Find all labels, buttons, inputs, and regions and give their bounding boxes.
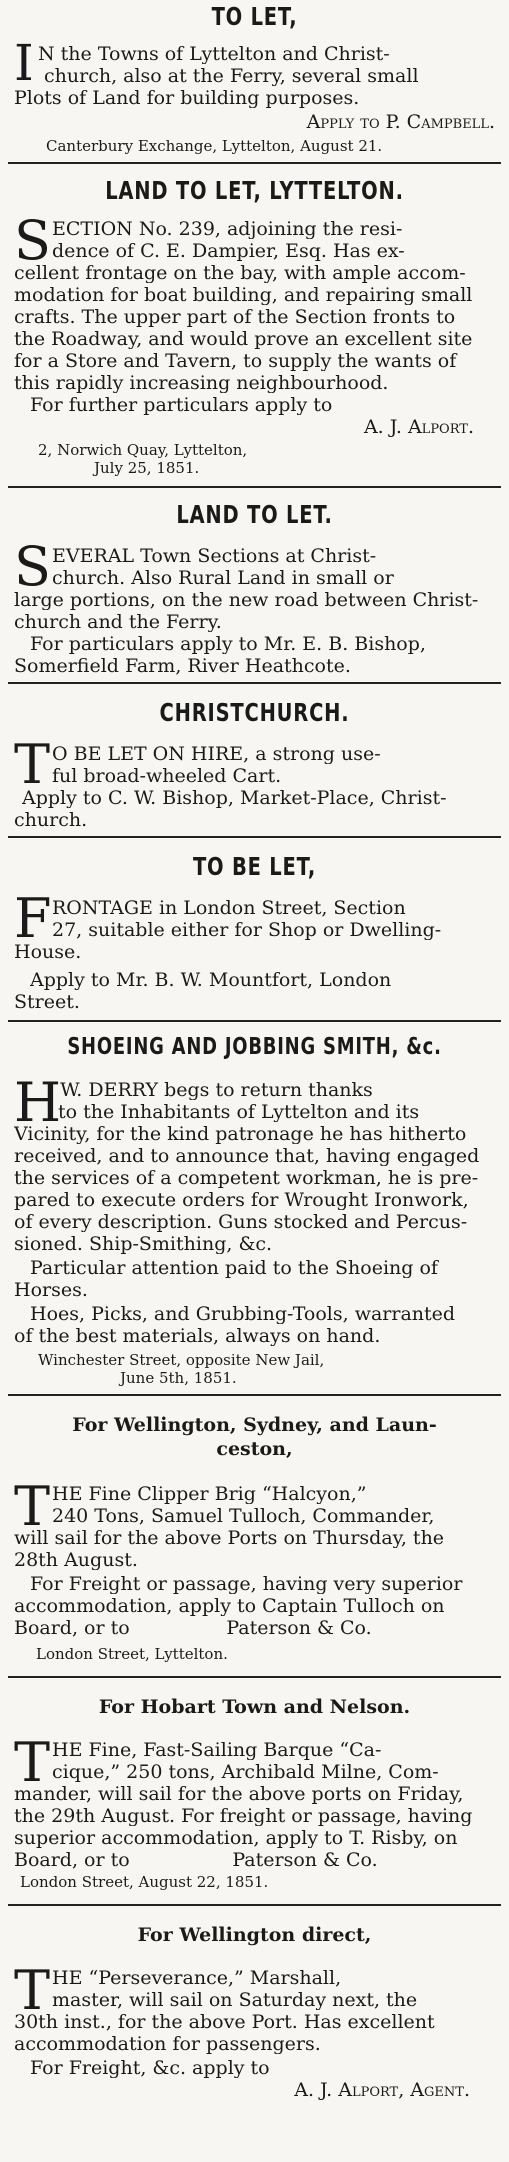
ad-text-line: N the Towns of Lyttelton and Christ- (38, 44, 390, 64)
ad-text-line: mander, will sail for the above ports on Friday, (14, 1784, 464, 1804)
ad-text-line: A. J. Alport, Agent. (294, 2080, 470, 2100)
ad-text-line: . W. DERRY begs to return thanks (48, 1080, 373, 1100)
ad-heading: LAND TO LET. (176, 500, 333, 529)
drop-cap: T (14, 1731, 51, 1794)
ad-text-line: of the best materials, always on hand. (14, 1326, 381, 1346)
ad-heading: LAND TO LET, LYTTELTON. (105, 176, 404, 205)
ad-text-line: Apply to Mr. B. W. Mountfort, London (30, 970, 392, 990)
ad-footer: June 5th, 1851. (120, 1369, 237, 1387)
ad-text-line: Street. (14, 992, 80, 1012)
ad-footer: London Street, August 22, 1851. (20, 1873, 269, 1891)
ad-text-line: large portions, on the new road between Christ- (14, 590, 479, 610)
divider (8, 1394, 501, 1396)
ad-text-line: church, also at the Ferry, several small (44, 66, 419, 86)
drop-cap: I (14, 34, 34, 92)
ad-text-line: Hoes, Picks, and Grubbing-Tools, warranted (30, 1304, 456, 1324)
ad-heading: TO LET, (211, 2, 298, 31)
ad-text-line: For particulars apply to Mr. E. B. Bishop, (30, 634, 426, 654)
ad-text-line: the services of a competent workman, he is pre- (14, 1168, 479, 1188)
ad-text-line: Apply to P. Campbell. (306, 112, 495, 132)
drop-cap: F (14, 887, 52, 950)
ad-text-line: the 29th August. For freight or passage, having (14, 1806, 473, 1826)
ad-text-line: Somerfield Farm, River Heathcote. (14, 656, 351, 676)
ad-text-line: A. J. Alport. (363, 417, 474, 437)
ad-text-line: church. Also Rural Land in small or (52, 568, 394, 588)
ad-text-line: cique,” 250 tons, Archibald Milne, Com- (52, 1762, 439, 1782)
ad-text-line: RONTAGE in London Street, Section (52, 898, 406, 918)
ad-text-line: House. (14, 942, 82, 962)
ad-heading: For Wellington, Sydney, and Laun- (72, 1414, 437, 1436)
ad-heading: For Wellington direct, (137, 1924, 372, 1946)
divider (8, 682, 501, 684)
ad-text-line: ECTION No. 239, adjoining the resi- (52, 219, 403, 239)
ad-text-line: Plots of Land for building purposes. (14, 88, 360, 108)
ad-text-line: church and the Ferry. (14, 612, 222, 632)
ad-heading: For Hobart Town and Nelson. (98, 1696, 411, 1718)
divider (8, 162, 501, 164)
ad-text-line: for a Store and Tavern, to supply the wants of (14, 351, 457, 371)
drop-cap: H (14, 1071, 62, 1134)
ad-text-line: 240 Tons, Samuel Tulloch, Commander, (52, 1506, 435, 1526)
ad-footer: July 25, 1851. (94, 459, 200, 477)
ad-text-line: pared to execute orders for Wrought Ironwork, (14, 1190, 469, 1210)
ad-text-line: received, and to announce that, having engaged (14, 1146, 480, 1166)
ad-text-line: HE Fine Clipper Brig “Halcyon,” (52, 1484, 367, 1504)
drop-cap: T (14, 1959, 51, 2022)
ad-text-line: Board, or to Paterson & Co. (14, 1850, 378, 1870)
ad-text-line: O BE LET ON HIRE, a strong use- (52, 744, 381, 764)
ad-footer: 2, Norwich Quay, Lyttelton, (38, 441, 248, 459)
ad-text-line: HE “Perseverance,” Marshall, (52, 1968, 342, 1988)
drop-cap: T (14, 733, 51, 796)
ad-text-line: dence of C. E. Dampier, Esq. Has ex- (52, 241, 405, 261)
drop-cap: S (14, 535, 51, 598)
drop-cap: S (14, 209, 51, 272)
ad-text-line: accommodation for passengers. (14, 2034, 321, 2054)
drop-cap: T (14, 1475, 51, 1538)
ad-heading: TO BE LET, (192, 852, 317, 881)
ad-text-line: of every description. Guns stocked and Percus- (14, 1212, 468, 1232)
ad-text-line: will sail for the above Ports on Thursday, the (14, 1528, 445, 1548)
ad-text-line: modation for boat building, and repairing small (14, 285, 473, 305)
ad-text-line: For Freight, &c. apply to (30, 2058, 270, 2078)
ad-text-line: 28th August. (14, 1550, 138, 1570)
ad-text-line: Board, or to Paterson & Co. (14, 1618, 372, 1638)
ad-text-line: 27, suitable either for Shop or Dwelling- (52, 920, 442, 940)
ad-text-line: Vicinity, for the kind patronage he has hitherto (14, 1124, 467, 1144)
ad-text-line: crafts. The upper part of the Section fronts to (14, 307, 456, 327)
ad-text-line: the Roadway, and would prove an excellent site (14, 329, 473, 349)
ad-footer: Winchester Street, opposite New Jail, (38, 1351, 325, 1369)
divider (8, 836, 501, 838)
ad-text-line: master, will sail on Saturday next, the (52, 1990, 418, 2010)
ad-text-line: For Freight or passage, having very superior (30, 1574, 463, 1594)
ad-text-line: For further particulars apply to (30, 395, 333, 415)
ad-heading: SHOEING AND JOBBING SMITH, &c. (67, 1034, 442, 1060)
ad-text-line: to the Inhabitants of Lyttelton and its (58, 1102, 420, 1122)
ad-text-line: Particular attention paid to the Shoeing of (30, 1258, 438, 1278)
ad-text-line: EVERAL Town Sections at Christ- (52, 546, 377, 566)
ad-text-line: Horses. (14, 1280, 88, 1300)
ad-text-line: sioned. Ship-Smithing, &c. (14, 1234, 273, 1254)
ad-text-line: this rapidly increasing neighbourhood. (14, 373, 389, 393)
ad-heading: CHRISTCHURCH. (159, 698, 350, 727)
divider (8, 1020, 501, 1022)
ad-text-line: cellent frontage on the bay, with ample accom- (14, 263, 466, 283)
ad-footer: Canterbury Exchange, Lyttelton, August 21. (46, 137, 383, 155)
ad-text-line: church. (14, 810, 88, 830)
ad-text-line: accommodation, apply to Captain Tulloch on (14, 1596, 445, 1616)
ad-text-line: ful broad-wheeled Cart. (52, 766, 282, 786)
ad-text-line: HE Fine, Fast-Sailing Barque “Ca- (52, 1740, 382, 1760)
divider (8, 486, 501, 488)
ad-text-line: Apply to C. W. Bishop, Market-Place, Christ- (22, 788, 447, 808)
ad-heading-continued: ceston, (216, 1438, 293, 1460)
divider (8, 1676, 501, 1678)
ad-text-line: 30th inst., for the above Port. Has excellent (14, 2012, 435, 2032)
ad-text-line: superior accommodation, apply to T. Risby, on (14, 1828, 458, 1848)
ad-footer: London Street, Lyttelton. (36, 1645, 228, 1663)
divider (8, 1904, 501, 1906)
